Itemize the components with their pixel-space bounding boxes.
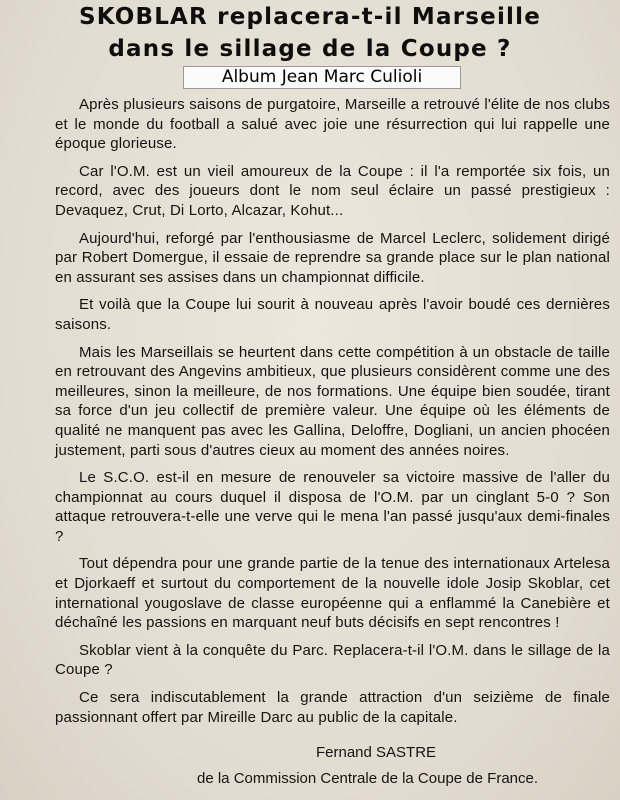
author-name: Fernand SASTRE [316, 744, 437, 761]
author-title: de la Commission Centrale de la Coupe de France. [197, 770, 539, 787]
paragraph-5: Mais les Marseillais se heurtent dans cette compétition à un obstacle de taille en retrouvant des Angevins ambitieux, que plusieurs considèrent comme une des meilleures, sinon la meilleure, de nos formations. Une équipe bien soudée, tirant sa force d'un jeu collectif de première valeur. Une équipe où les éléments de qualité ne manquent pas avec les Gallina, Deloffre, Dogliani, un ancien phocéen justement, parti sous d'autres cieux au moment des années noires. [55, 343, 610, 459]
album-watermark-label: Album Jean Marc Culioli [183, 66, 461, 89]
paragraph-2: Car l'O.M. est un vieil amoureux de la Coupe : il l'a remportée six fois, un record, avec des joueurs dont le nom seul éclaire un passé prestigieux : Devaquez, Crut, Di Lorto, Alcazar, Kohut... [55, 162, 610, 219]
paragraph-9: Ce sera indiscutablement la grande attraction d'un seizième de finale passionnant offert par Mireille Darc au public de la capitale. [55, 689, 610, 726]
article-body [55, 95, 610, 735]
paragraph-4: Et voilà que la Coupe lui sourit à nouveau après l'avoir boudé ces dernières saisons. [55, 296, 610, 333]
paragraph-8: Skoblar vient à la conquête du Parc. Replacera-t-il l'O.M. dans le sillage de la Coupe ? [55, 641, 610, 679]
paragraph-6: Le S.C.O. est-il en mesure de renouveler sa victoire massive de l'aller du championnat au cours duquel il disposa de l'O.M. par un cinglant 5-0 ? Son attaque retrouvera-t-elle une verve qui le mena l'an passé jusqu'aux demi-finales ? [55, 469, 610, 545]
headline-line-2: dans le sillage de la Coupe ? [108, 36, 512, 62]
paragraph-3: Aujourd'hui, reforgé par l'enthousiasme de Marcel Leclerc, solidement dirigé par Robert Domergue, il essaie de reprendre sa grande place sur le plan national en assurant ses assises dans un championnat difficile. [55, 229, 610, 286]
headline-line-1: SKOBLAR replacera-t-il Marseille [78, 4, 542, 30]
paragraph-1: Après plusieurs saisons de purgatoire, Marseille a retrouvé l'élite de nos clubs et le monde du football a salué avec joie une résurrection qui lui rappelle une époque glorieuse. [55, 96, 610, 153]
paragraph-7: Tout dépendra pour une grande partie de la tenue des internationaux Artelesa et Djorkaeff et surtout du comportement de la nouvelle idole Josip Skoblar, cet international yougoslave de classe européenne qui a enflammé la Canebière et déchaîné les passions en marquant neuf buts décisifs en sept rencontres ! [55, 555, 610, 632]
